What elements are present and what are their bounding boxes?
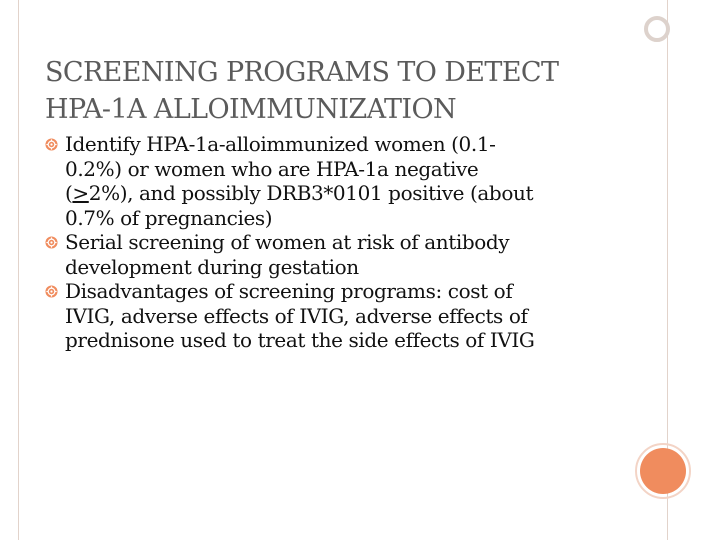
gear-bullet-icon — [45, 138, 58, 151]
bullet-text-line: development during gestation — [65, 254, 359, 279]
text-fragment: ( — [65, 181, 73, 205]
bullet-item — [45, 230, 645, 279]
bullet-text-line: prednisone used to treat the side effects of IVIG — [65, 328, 535, 352]
bullet-list — [45, 132, 645, 353]
bullet-text-line: Identify HPA-1a-alloimmunized women (0.1- — [65, 132, 496, 156]
bullet-text-line: IVIG, adverse effects of IVIG, adverse effects of — [65, 303, 528, 328]
gear-bullet-icon — [45, 285, 58, 298]
decorative-dot-icon — [640, 448, 686, 494]
bullet-text-line: Serial screening of women at risk of antibody — [65, 230, 510, 254]
underlined-symbol: > — [72, 181, 89, 205]
frame-line-left — [18, 0, 19, 540]
bullet-item — [45, 279, 645, 353]
gear-bullet-icon — [45, 236, 58, 249]
text-fragment: 2%), and possibly DRB3*0101 positive (about — [88, 181, 534, 205]
decorative-ring-icon — [644, 16, 670, 42]
slide-title — [45, 54, 645, 128]
slide-title-line: SCREENING PROGRAMS TO DETECT — [45, 57, 559, 89]
bullet-text-line: 0.2%) or women who are HPA-1a negative — [65, 156, 479, 181]
bullet-text-line: Disadvantages of screening programs: cost of — [65, 279, 513, 303]
bullet-text-line — [65, 181, 645, 206]
bullet-text-line: 0.7% of pregnancies) — [65, 205, 273, 230]
slide-title-line: HPA-1A ALLOIMMUNIZATION — [45, 94, 457, 126]
bullet-item — [45, 132, 645, 230]
